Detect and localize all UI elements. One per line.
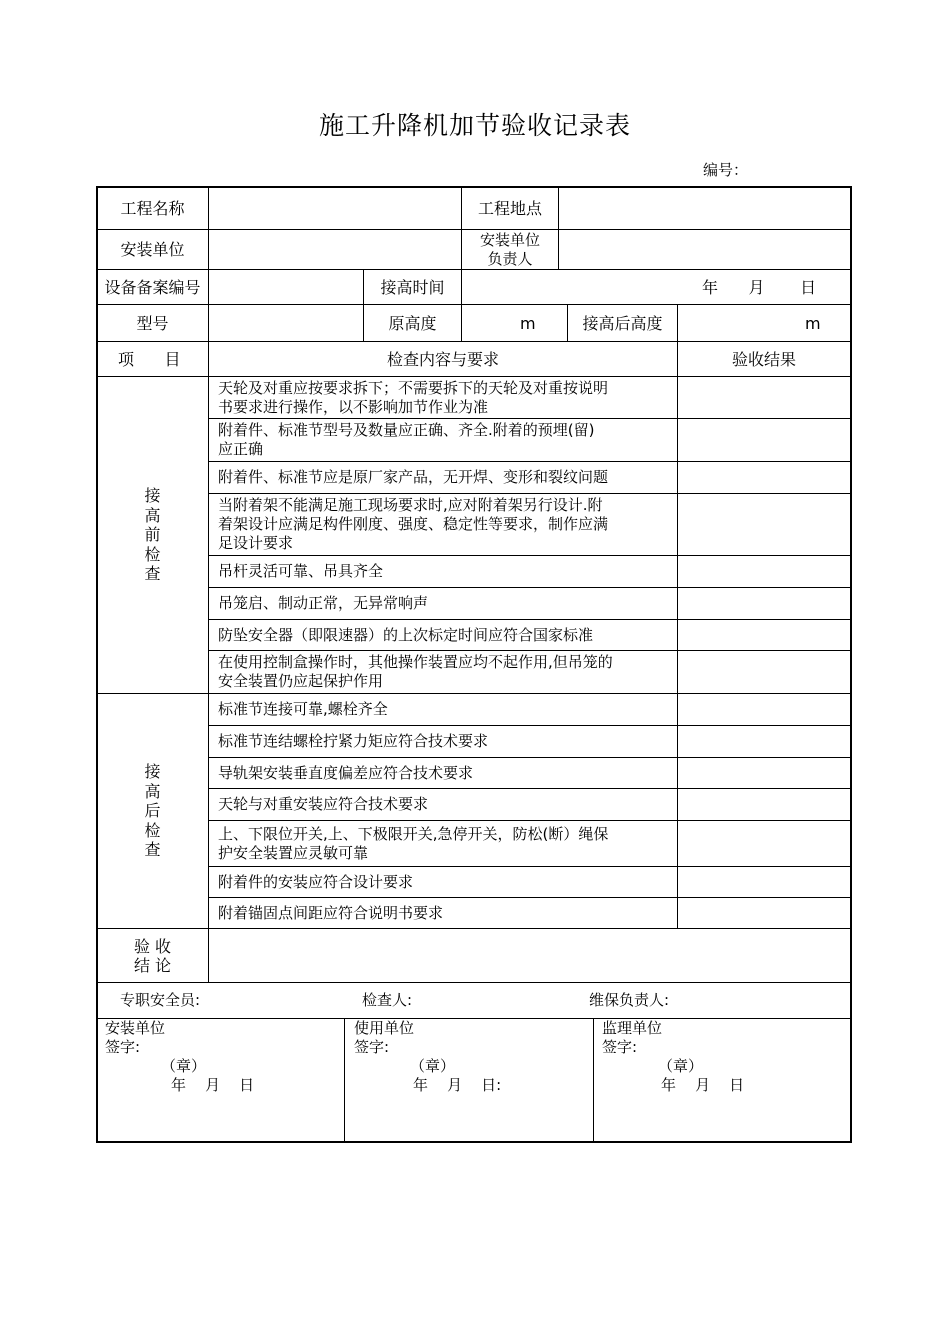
- raise-time-date-field[interactable]: 年 月 日: [702, 277, 817, 297]
- check-item: 上、下限位开关,上、下极限开关,急停开关，防松(断）绳保 护安全装置应灵敏可靠: [218, 824, 609, 862]
- equipment-record-no-field[interactable]: [209, 270, 363, 304]
- label-project-location: 工程地点: [477, 198, 542, 218]
- sign-block-install-unit[interactable]: [105, 1019, 340, 1139]
- sign-block-signature-label: 签字:: [354, 1038, 390, 1056]
- column-header-item: 项 目: [118, 349, 181, 369]
- project-location-field[interactable]: [559, 187, 850, 229]
- label-project-name: 工程名称: [120, 198, 185, 218]
- section-label-before-raise: 接 高 前 检 查: [144, 486, 161, 584]
- label-install-unit-head: 安装单位 负责人: [479, 230, 540, 268]
- sign-block-date: 年 月 日: [661, 1076, 745, 1094]
- label-model: 型号: [136, 313, 169, 333]
- serial-number-label: 编号：: [703, 161, 749, 179]
- result-field[interactable]: [678, 494, 850, 555]
- section-label-after-raise: 接 高 后 检 查: [144, 762, 161, 860]
- check-item: 防坠安全器（即限速器）的上次标定时间应符合国家标准: [218, 625, 594, 644]
- check-item: 天轮及对重应按要求拆下；不需要拆下的天轮及对重按说明 书要求进行操作，以不影响加节作业为准: [218, 378, 609, 416]
- result-field[interactable]: [678, 694, 850, 725]
- label-conclusion: 验 收 结 论: [133, 936, 172, 975]
- check-item: 附着件的安装应符合设计要求: [218, 872, 414, 891]
- column-header-content: 检查内容与要求: [386, 349, 499, 369]
- label-install-unit: 安装单位: [120, 240, 185, 259]
- original-height-field[interactable]: m: [520, 313, 536, 333]
- sign-block-use-unit[interactable]: [354, 1019, 589, 1139]
- col-divider: [461, 269, 462, 342]
- model-field[interactable]: [209, 305, 363, 341]
- check-item: 当附着架不能满足施工现场要求时,应对附着架另行设计.附 着架设计应满足构件刚度、强度、稳定性等要求，制作应满 足设计要求: [218, 496, 609, 552]
- label-maintenance-head: 维保负责人:: [589, 991, 670, 1009]
- sign-block-seal: （章）: [161, 1057, 207, 1075]
- sign-block-seal: （章）: [658, 1057, 704, 1075]
- result-field[interactable]: [678, 821, 850, 866]
- result-field[interactable]: [678, 588, 850, 619]
- check-item: 附着件、标准节应是原厂家产品，无开焊、变形和裂纹问题: [218, 468, 609, 486]
- result-field[interactable]: [678, 651, 850, 693]
- result-field[interactable]: [678, 789, 850, 820]
- install-unit-field[interactable]: [209, 230, 461, 269]
- check-item: 附着件、标准节型号及数量应正确、齐全.附着的预埋(留) 应正确: [218, 421, 595, 458]
- sign-block-unit: 使用单位: [354, 1019, 415, 1037]
- raised-height-field[interactable]: m: [805, 313, 821, 333]
- col-divider: [593, 1018, 594, 1142]
- sign-block-seal: （章）: [410, 1057, 456, 1075]
- sign-block-date: 年 月 日:: [413, 1076, 502, 1094]
- sign-block-unit: 监理单位: [602, 1019, 663, 1037]
- label-original-height: 原高度: [388, 313, 437, 333]
- label-safety-officer: 专职安全员:: [120, 991, 201, 1009]
- check-item: 导轨架安装垂直度偏差应符合技术要求: [218, 763, 474, 782]
- page-title: 施工升降机加节验收记录表: [318, 111, 631, 140]
- check-item: 标准节连接可靠,螺栓齐全: [218, 700, 388, 718]
- check-item: 附着锚固点间距应符合说明书要求: [218, 903, 444, 922]
- check-item: 标准节连结螺栓拧紧力矩应符合技术要求: [218, 732, 489, 750]
- project-name-field[interactable]: [209, 187, 461, 229]
- col-divider: [208, 341, 209, 983]
- label-inspector: 检查人:: [362, 991, 413, 1009]
- result-field[interactable]: [678, 620, 850, 650]
- result-field[interactable]: [678, 419, 850, 461]
- label-raise-time: 接高时间: [380, 277, 445, 297]
- section-before-raise: [97, 377, 208, 693]
- table-border-bottom: [96, 1141, 852, 1143]
- result-field[interactable]: [678, 898, 850, 928]
- result-field[interactable]: [678, 726, 850, 757]
- section-after-raise: [97, 694, 208, 928]
- check-item: 在使用控制盒操作时，其他操作装置应均不起作用,但吊笼的 安全装置仍应起保护作用: [218, 653, 613, 690]
- check-item: 吊笼启、制动正常，无异常响声: [218, 594, 429, 612]
- result-field[interactable]: [678, 377, 850, 418]
- result-field[interactable]: [678, 462, 850, 493]
- conclusion-field[interactable]: [209, 929, 850, 982]
- sign-block-signature-label: 签字:: [602, 1038, 638, 1056]
- result-field[interactable]: [678, 556, 850, 587]
- col-divider: [344, 1018, 345, 1142]
- install-unit-head-field[interactable]: [559, 230, 850, 269]
- label-raised-height: 接高后高度: [582, 313, 663, 333]
- column-header-result: 验收结果: [731, 349, 796, 369]
- sign-block-supervision-unit[interactable]: [602, 1019, 837, 1139]
- sign-block-signature-label: 签字:: [105, 1038, 141, 1056]
- sign-block-date: 年 月 日: [171, 1076, 255, 1094]
- result-field[interactable]: [678, 758, 850, 788]
- table-border-right: [850, 186, 852, 1142]
- sign-block-unit: 安装单位: [105, 1019, 166, 1037]
- label-equipment-record-no: 设备备案编号: [104, 277, 201, 297]
- check-item: 吊杆灵活可靠、吊具齐全: [218, 562, 384, 580]
- result-field[interactable]: [678, 867, 850, 897]
- check-item: 天轮与对重安装应符合技术要求: [218, 795, 429, 813]
